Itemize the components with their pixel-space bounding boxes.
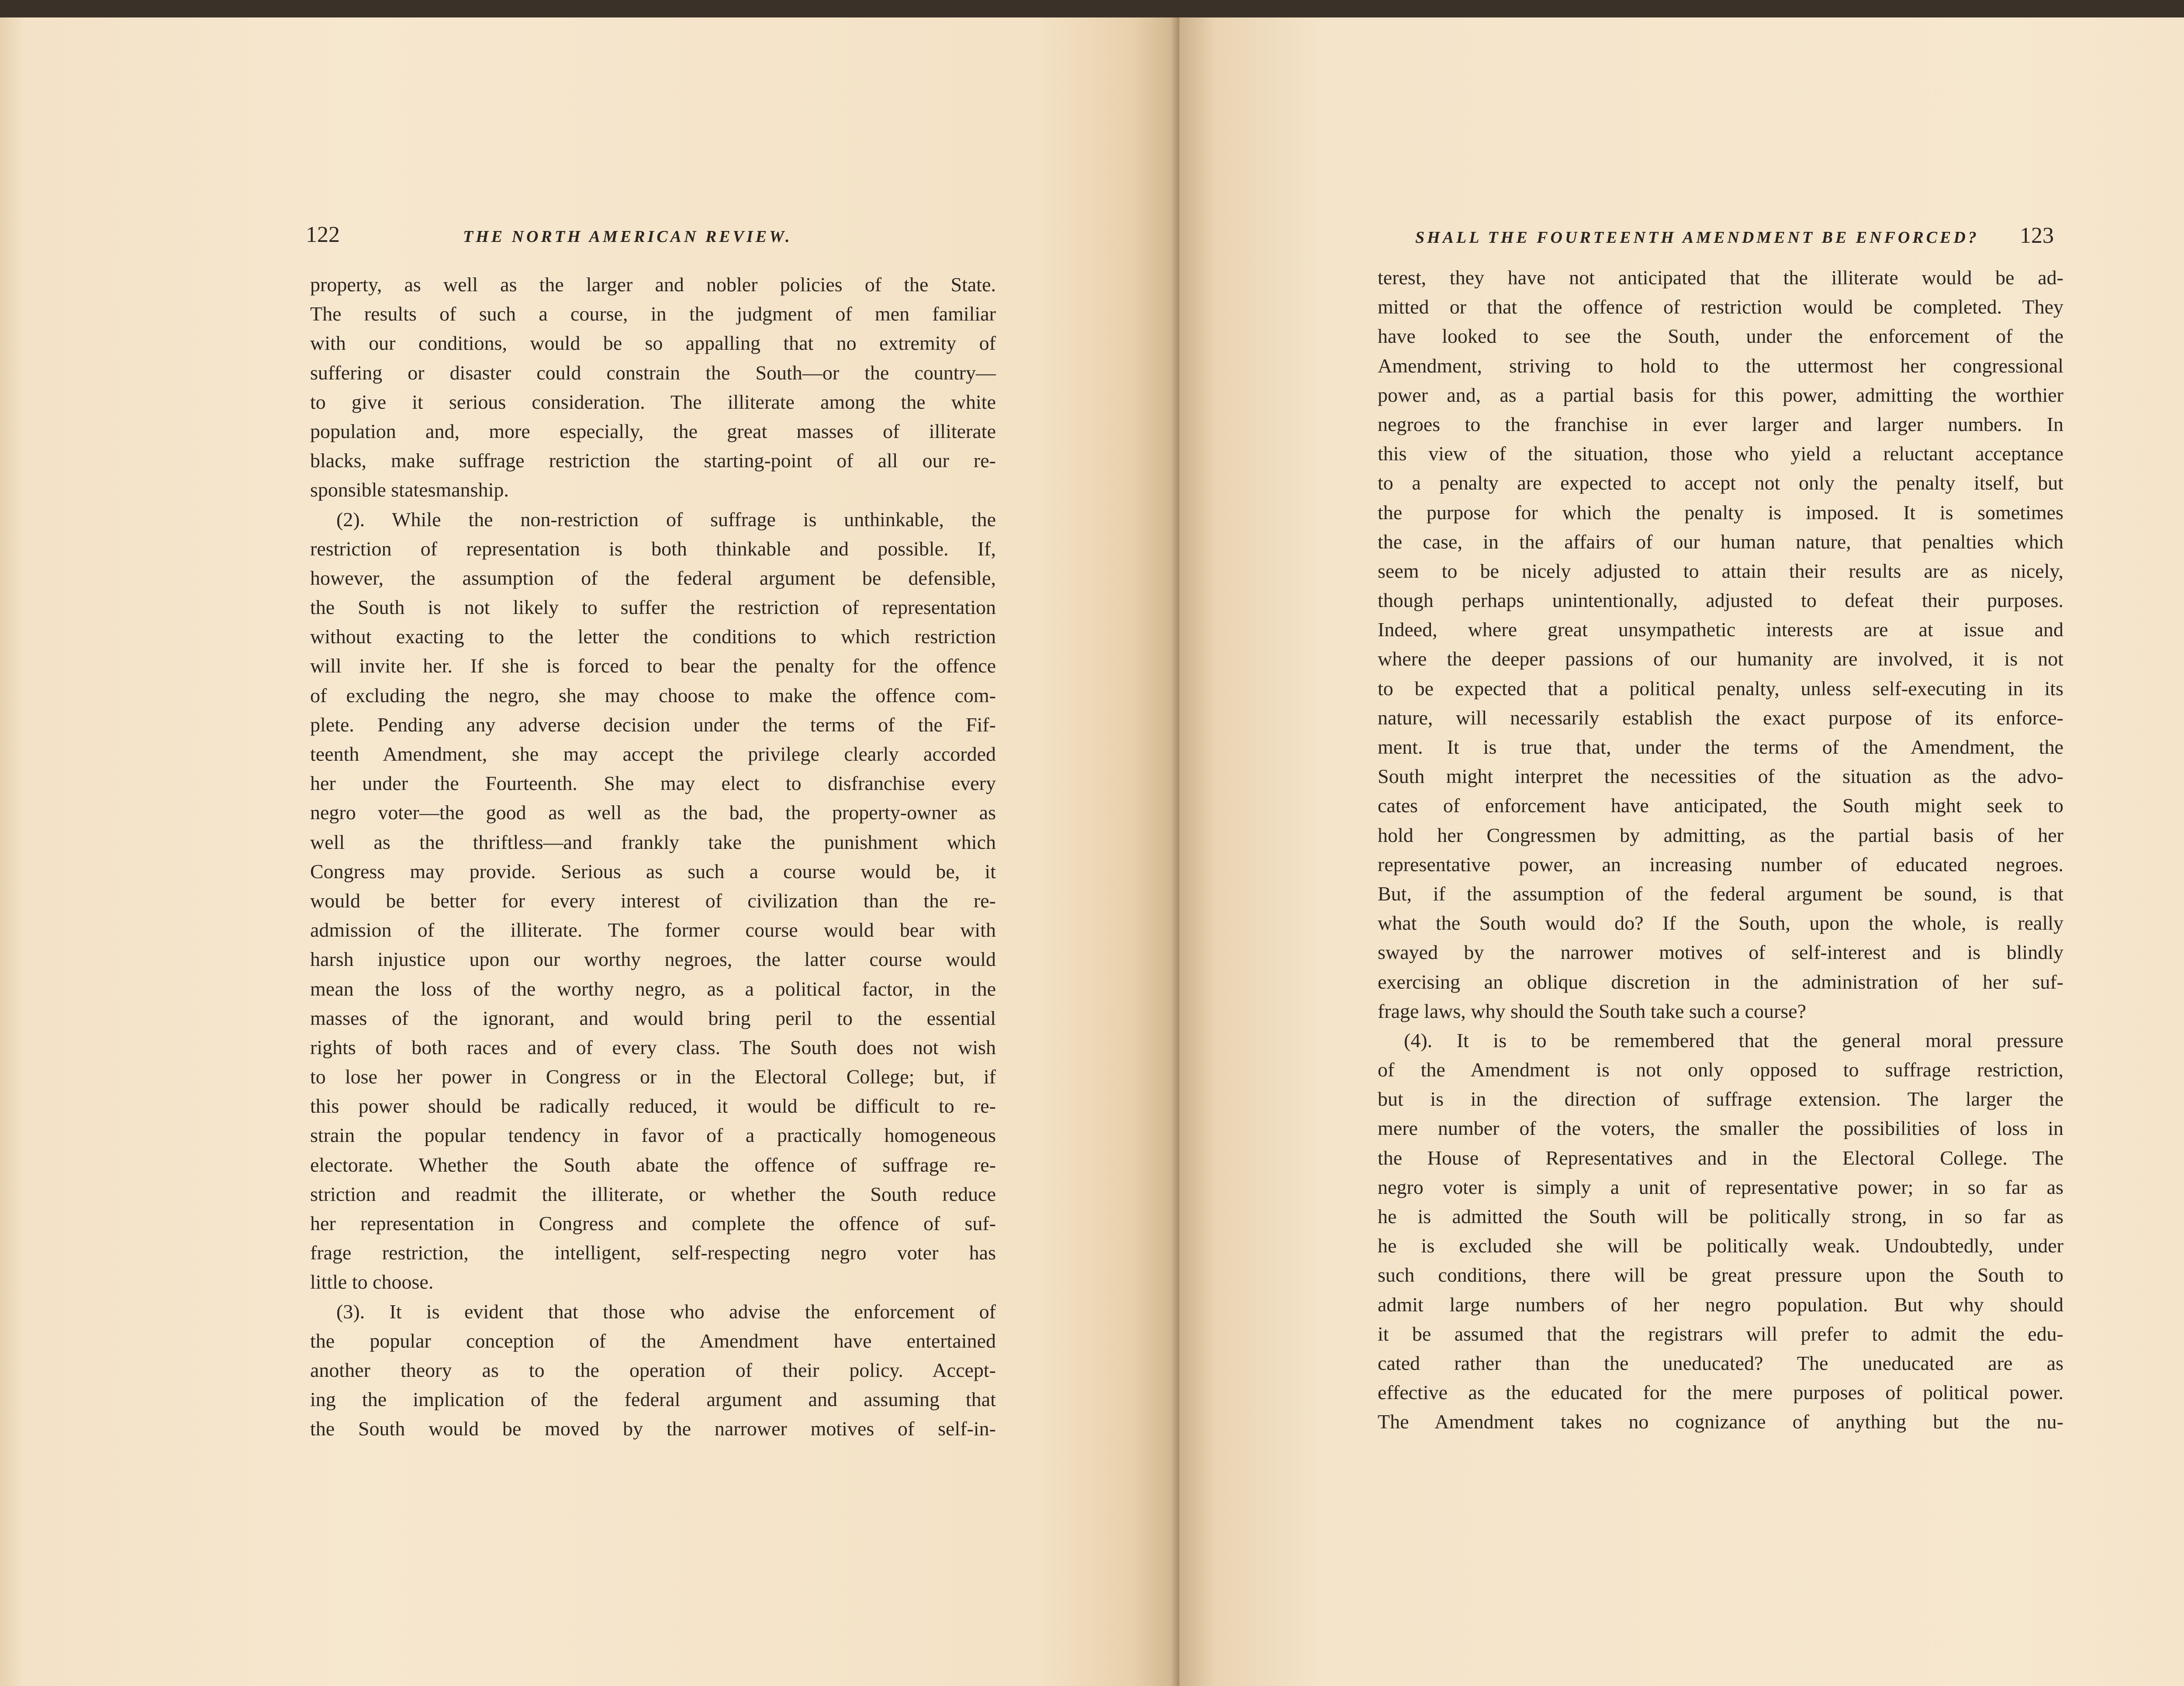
text-line: terest, they have not anticipated that the illiterate would be ad- — [1378, 266, 2063, 289]
text-line: admission of the illiterate. The former course would bear with — [310, 919, 996, 941]
text-line: where the deeper passions of our humanity are involved, it is not — [1378, 648, 2063, 670]
text-line: he is excluded she will be politically weak. Undoubtedly, under — [1378, 1234, 2063, 1257]
text-line: property, as well as the larger and nobler policies of the State. — [310, 273, 996, 296]
text-line: mere number of the voters, the smaller the possibilities of loss in — [1378, 1117, 2063, 1140]
text-line: would be better for every interest of civilization than the re- — [310, 889, 996, 912]
text-line: the purpose for which the penalty is imposed. It is sometimes — [1378, 501, 2063, 524]
right-page — [1179, 17, 2184, 1686]
text-line: this power should be radically reduced, it would be difficult to re- — [310, 1095, 996, 1117]
text-line: exercising an oblique discretion in the administration of her suf- — [1378, 970, 2063, 993]
text-line: to give it serious consideration. The illiterate among the white — [310, 390, 996, 413]
text-line: to a penalty are expected to accept not only the penalty itself, but — [1378, 472, 2063, 494]
text-line: the South would be moved by the narrower motives of self-in- — [310, 1417, 996, 1440]
text-line: blacks, make suffrage restriction the starting-point of all our re- — [310, 449, 996, 472]
text-line: another theory as to the operation of their policy. Accept- — [310, 1358, 996, 1381]
text-line: (2). While the non-restriction of suffrage is unthinkable, the — [336, 508, 996, 531]
text-line: the popular conception of the Amendment have entertained — [310, 1329, 996, 1352]
text-line: plete. Pending any adverse decision under the terms of the Fif- — [310, 713, 996, 736]
text-line: negro voter is simply a unit of representative power; in so far as — [1378, 1176, 2063, 1198]
text-line: Congress may provide. Serious as such a course would be, it — [310, 860, 996, 883]
text-line: but is in the direction of suffrage extension. The larger the — [1378, 1088, 2063, 1110]
text-line: harsh injustice upon our worthy negroes, the latter course would — [310, 948, 996, 971]
text-line: well as the thriftless—and frankly take the punishment which — [310, 831, 996, 853]
text-line: will invite her. If she is forced to bear the penalty for the offence — [310, 655, 996, 677]
body-text — [1378, 263, 2063, 1437]
text-line: negroes to the franchise in ever larger and larger numbers. In — [1378, 413, 2063, 435]
text-line: masses of the ignorant, and would bring peril to the essential — [310, 1007, 996, 1029]
text-line: (4). It is to be remembered that the general moral pressure — [1404, 1029, 2063, 1052]
text-line: negro voter—the good as well as the bad, the property-owner as — [310, 801, 996, 824]
text-line: power and, as a partial basis for this power, admitting the worthier — [1378, 383, 2063, 406]
text-line: without exacting to the letter the conditions to which restriction — [310, 625, 996, 648]
text-line: suffering or disaster could constrain the South—or the country— — [310, 361, 996, 384]
page-number: 123 — [2020, 223, 2054, 248]
text-line: cates of enforcement have anticipated, the South might seek to — [1378, 794, 2063, 817]
text-line: frage restriction, the intelligent, self-respecting negro voter has — [310, 1241, 996, 1264]
running-head: SHALL THE FOURTEENTH AMENDMENT BE ENFORCED? — [1415, 228, 1979, 247]
text-line: however, the assumption of the federal argument be defensible, — [310, 566, 996, 589]
text-line: the case, in the affairs of our human nature, that penalties which — [1378, 530, 2063, 553]
left-page — [0, 17, 1179, 1686]
text-line: seem to be nicely adjusted to attain their results are as nicely, — [1378, 559, 2063, 582]
text-line: mitted or that the offence of restriction would be completed. They — [1378, 296, 2063, 318]
text-line: ing the implication of the federal argument and assuming that — [310, 1388, 996, 1411]
text-line: nature, will necessarily establish the exact purpose of its enforce- — [1378, 706, 2063, 729]
text-line: sponsible statesmanship. — [310, 479, 509, 501]
text-line: admit large numbers of her negro population. But why should — [1378, 1293, 2063, 1316]
text-line: striction and readmit the illiterate, or whether the South reduce — [310, 1183, 996, 1205]
text-line: the South is not likely to suffer the restriction of representation — [310, 596, 996, 619]
text-line: teenth Amendment, she may accept the privilege clearly accorded — [310, 743, 996, 765]
text-line: ment. It is true that, under the terms of the Amendment, the — [1378, 736, 2063, 758]
text-line: her representation in Congress and complete the offence of suf- — [310, 1212, 996, 1234]
text-line: it be assumed that the registrars will prefer to admit the edu- — [1378, 1322, 2063, 1345]
text-line: this view of the situation, those who yield a reluctant acceptance — [1378, 442, 2063, 465]
text-line: restriction of representation is both thinkable and possible. If, — [310, 537, 996, 560]
text-line: what the South would do? If the South, upon the whole, is really — [1378, 912, 2063, 934]
text-line: though perhaps unintentionally, adjusted to defeat their purposes. — [1378, 589, 2063, 612]
text-line: have looked to see the South, under the enforcement of the — [1378, 325, 2063, 348]
text-line: effective as the educated for the mere purposes of political power. — [1378, 1381, 2063, 1404]
text-line: population and, more especially, the great masses of illiterate — [310, 420, 996, 442]
text-line: (3). It is evident that those who advise the enforcement of — [336, 1300, 996, 1323]
text-line: strain the popular tendency in favor of a practically homogeneous — [310, 1124, 996, 1147]
text-line: Indeed, where great unsympathetic interests are at issue and — [1378, 618, 2063, 641]
running-head: THE NORTH AMERICAN REVIEW. — [463, 228, 792, 246]
text-line: the House of Representatives and in the Electoral College. The — [1378, 1146, 2063, 1169]
text-line: representative power, an increasing number of educated negroes. — [1378, 853, 2063, 876]
text-line: he is admitted the South will be politically strong, in so far as — [1378, 1205, 2063, 1227]
text-line: mean the loss of the worthy negro, as a political factor, in the — [310, 977, 996, 1000]
text-line: little to choose. — [310, 1271, 434, 1293]
text-line: The results of such a course, in the judgment of men familiar — [310, 303, 996, 325]
text-line: South might interpret the necessities of the situation as the advo- — [1378, 765, 2063, 788]
text-line: frage laws, why should the South take such a course? — [1378, 1000, 1807, 1022]
text-line: of excluding the negro, she may choose to make the offence com- — [310, 684, 996, 707]
text-line: electorate. Whether the South abate the offence of suffrage re- — [310, 1153, 996, 1176]
text-line: Amendment, striving to hold to the uttermost her congressional — [1378, 354, 2063, 377]
text-line: The Amendment takes no cognizance of anything but the nu- — [1378, 1410, 2063, 1433]
text-line: cated rather than the uneducated? The uneducated are as — [1378, 1352, 2063, 1374]
text-line: with our conditions, would be so appalling that no extremity of — [310, 332, 996, 355]
text-line: hold her Congressmen by admitting, as the partial basis of her — [1378, 824, 2063, 846]
text-line: her under the Fourteenth. She may elect to disfranchise every — [310, 772, 996, 795]
text-line: of the Amendment is not only opposed to suffrage restriction, — [1378, 1058, 2063, 1081]
page-number: 122 — [306, 222, 340, 247]
text-line: to lose her power in Congress or in the Electoral College; but, if — [310, 1065, 996, 1088]
text-line: swayed by the narrower motives of self-interest and is blindly — [1378, 941, 2063, 964]
text-line: such conditions, there will be great pressure upon the South to — [1378, 1264, 2063, 1286]
text-line: to be expected that a political penalty, unless self-executing in its — [1378, 677, 2063, 700]
text-line: rights of both races and of every class. The South does not wish — [310, 1036, 996, 1058]
body-text — [310, 270, 996, 1444]
text-line: But, if the assumption of the federal argument be sound, is that — [1378, 882, 2063, 905]
